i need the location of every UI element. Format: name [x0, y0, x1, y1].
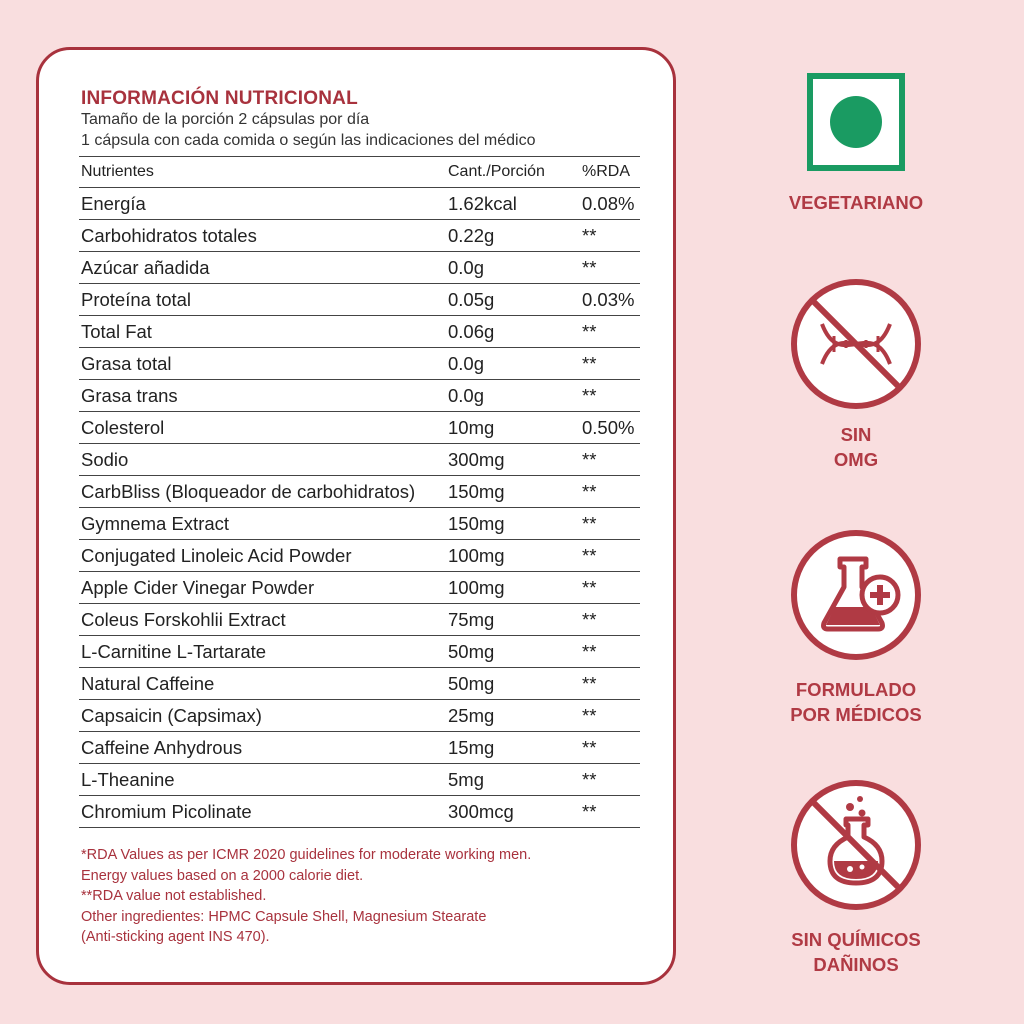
rda-percent-cell: ** — [580, 604, 640, 636]
amount-per-serving-cell: 50mg — [446, 668, 580, 700]
no-gmo-dna-icon — [788, 276, 924, 412]
nutrient-name-cell: CarbBliss (Bloqueador de carbohidratos) — [79, 476, 446, 508]
amount-per-serving-cell: 0.05g — [446, 284, 580, 316]
amount-per-serving-cell: 15mg — [446, 732, 580, 764]
amount-per-serving-cell: 0.22g — [446, 220, 580, 252]
footnote-rda-source: *RDA Values as per ICMR 2020 guidelines for moderate working men. — [81, 847, 532, 863]
amount-per-serving-cell: 300mcg — [446, 796, 580, 828]
footnote-energy-basis: Energy values based on a 2000 calorie diet. — [81, 867, 364, 884]
nutrient-name-cell: Sodio — [79, 444, 446, 476]
footnote-other-ingredients: Other ingredientes: HPMC Capsule Shell, Magnesium Stearate — [81, 908, 487, 925]
amount-per-serving-cell: 1.62kcal — [446, 188, 580, 220]
nutrient-name-cell: Energía — [79, 188, 446, 220]
badge-no-gmo-line-1: SIN — [840, 424, 872, 445]
rda-percent-cell: 0.03% — [580, 284, 640, 316]
table-row — [79, 540, 640, 572]
flask-plus-icon — [788, 527, 924, 663]
nutrient-name-cell: L-Carnitine L-Tartarate — [79, 636, 446, 668]
rda-percent-cell: ** — [580, 668, 640, 700]
nutrition-title: INFORMACIÓN NUTRICIONAL — [81, 88, 358, 109]
column-header-nutrients: Nutrientes — [79, 157, 446, 188]
nutrient-name-cell: Proteína total — [79, 284, 446, 316]
nutrient-name-cell: Grasa total — [79, 348, 446, 380]
nutrient-name-cell: Chromium Picolinate — [79, 796, 446, 828]
column-header-amount: Cant./Porción — [446, 157, 580, 188]
table-row — [79, 636, 640, 668]
amount-per-serving-cell: 0.0g — [446, 252, 580, 284]
rda-percent-cell: 0.50% — [580, 412, 640, 444]
table-row — [79, 444, 640, 476]
badge-formulated-line-2: POR MÉDICOS — [790, 704, 922, 725]
rda-percent-cell: ** — [580, 252, 640, 284]
nutrient-name-cell: Azúcar añadida — [79, 252, 446, 284]
table-row — [79, 796, 640, 828]
nutrient-name-cell: Carbohidratos totales — [79, 220, 446, 252]
table-row — [79, 604, 640, 636]
badge-vegetarian-line-1: VEGETARIANO — [788, 192, 924, 213]
rda-percent-cell: ** — [580, 540, 640, 572]
badge-no-gmo-line-2: OMG — [833, 449, 879, 470]
no-chemicals-flask-icon — [788, 777, 924, 913]
badge-no-gmo — [770, 276, 942, 472]
nutrient-name-cell: Coleus Forskohlii Extract — [79, 604, 446, 636]
amount-per-serving-cell: 150mg — [446, 476, 580, 508]
badge-no-harmful-chemicals — [770, 777, 942, 977]
dosage-instructions-text: 1 cápsula con cada comida o según las indicaciones del médico — [81, 132, 536, 149]
rda-percent-cell: ** — [580, 636, 640, 668]
amount-per-serving-cell: 5mg — [446, 764, 580, 796]
amount-per-serving-cell: 300mg — [446, 444, 580, 476]
table-row — [79, 476, 640, 508]
footnotes — [81, 845, 531, 948]
serving-size-text: Tamaño de la porción 2 cápsulas por día — [81, 111, 370, 128]
badge-formulated-by-doctors — [770, 527, 942, 727]
rda-percent-cell: ** — [580, 508, 640, 540]
rda-percent-cell: ** — [580, 348, 640, 380]
nutrition-panel — [36, 47, 676, 985]
rda-percent-cell: ** — [580, 764, 640, 796]
nutrient-name-cell: Caffeine Anhydrous — [79, 732, 446, 764]
badge-formulated-label — [770, 677, 942, 727]
rda-percent-cell: ** — [580, 220, 640, 252]
nutrition-table-body — [79, 188, 640, 828]
table-row — [79, 220, 640, 252]
rda-percent-cell: ** — [580, 476, 640, 508]
amount-per-serving-cell: 75mg — [446, 604, 580, 636]
table-header-row — [79, 157, 640, 188]
rda-percent-cell: ** — [580, 700, 640, 732]
column-header-rda: %RDA — [580, 157, 640, 188]
nutrient-name-cell: Grasa trans — [79, 380, 446, 412]
amount-per-serving-cell: 100mg — [446, 540, 580, 572]
amount-per-serving-cell: 0.0g — [446, 348, 580, 380]
table-row — [79, 572, 640, 604]
table-row — [79, 348, 640, 380]
footnote-anti-sticking-agent: (Anti-sticking agent INS 470). — [81, 929, 270, 945]
badge-vegetarian — [770, 72, 942, 215]
nutrition-table — [79, 156, 640, 828]
badge-formulated-line-1: FORMULADO — [795, 679, 917, 700]
table-row — [79, 252, 640, 284]
amount-per-serving-cell: 25mg — [446, 700, 580, 732]
rda-percent-cell: ** — [580, 572, 640, 604]
badge-no-chemicals-line-2: DAÑINOS — [813, 954, 899, 975]
badge-no-gmo-label — [770, 422, 942, 472]
amount-per-serving-cell: 0.0g — [446, 380, 580, 412]
table-row — [79, 284, 640, 316]
amount-per-serving-cell: 0.06g — [446, 316, 580, 348]
rda-percent-cell: ** — [580, 380, 640, 412]
amount-per-serving-cell: 10mg — [446, 412, 580, 444]
table-row — [79, 380, 640, 412]
rda-percent-cell: ** — [580, 796, 640, 828]
badge-vegetarian-label — [770, 190, 942, 215]
table-row — [79, 508, 640, 540]
nutrient-name-cell: Capsaicin (Capsimax) — [79, 700, 446, 732]
footnote-rda-not-established: **RDA value not established. — [81, 888, 267, 904]
table-row — [79, 188, 640, 220]
table-row — [79, 700, 640, 732]
nutrient-name-cell: L-Theanine — [79, 764, 446, 796]
rda-percent-cell: ** — [580, 444, 640, 476]
nutrient-name-cell: Total Fat — [79, 316, 446, 348]
badge-no-chemicals-line-1: SIN QUÍMICOS — [791, 929, 921, 950]
amount-per-serving-cell: 100mg — [446, 572, 580, 604]
nutrient-name-cell: Apple Cider Vinegar Powder — [79, 572, 446, 604]
table-row — [79, 316, 640, 348]
rda-percent-cell: ** — [580, 316, 640, 348]
table-row — [79, 412, 640, 444]
amount-per-serving-cell: 50mg — [446, 636, 580, 668]
table-row — [79, 764, 640, 796]
rda-percent-cell: 0.08% — [580, 188, 640, 220]
nutrient-name-cell: Colesterol — [79, 412, 446, 444]
amount-per-serving-cell: 150mg — [446, 508, 580, 540]
table-row — [79, 732, 640, 764]
nutrient-name-cell: Natural Caffeine — [79, 668, 446, 700]
rda-percent-cell: ** — [580, 732, 640, 764]
nutrient-name-cell: Gymnema Extract — [79, 508, 446, 540]
table-row — [79, 668, 640, 700]
vegetarian-mark-icon — [806, 72, 906, 172]
nutrient-name-cell: Conjugated Linoleic Acid Powder — [79, 540, 446, 572]
badge-no-chemicals-label — [770, 927, 942, 977]
